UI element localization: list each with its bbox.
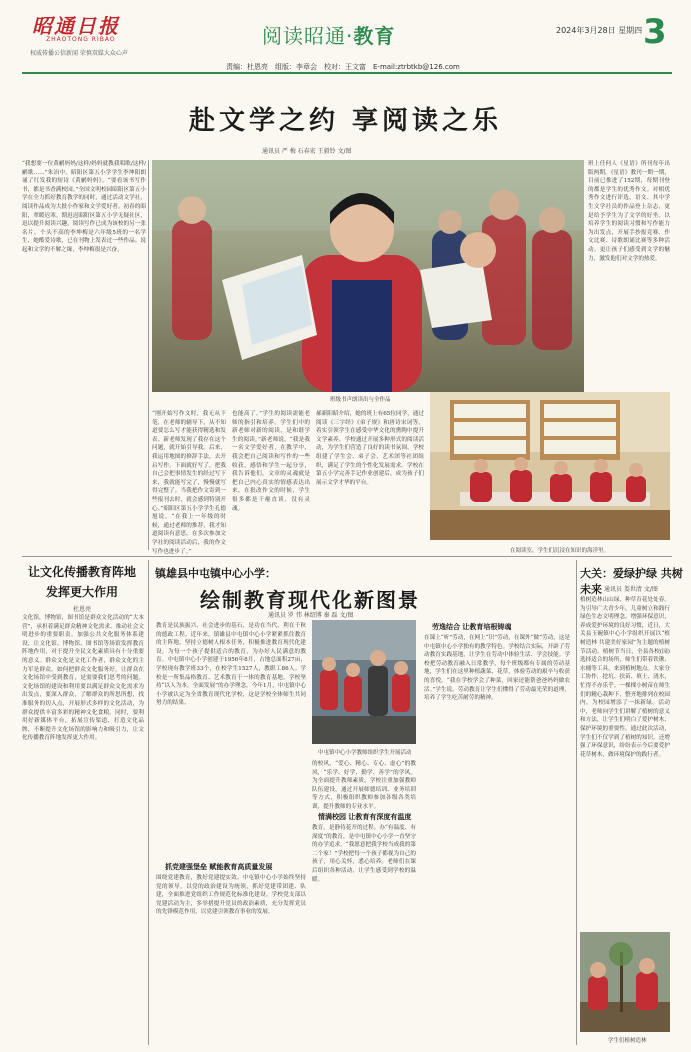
section-title: 阅读昭通·教育: [262, 24, 396, 48]
photo-students-reading: [152, 160, 584, 392]
side-headline-line2: 发挥更大作用: [45, 585, 118, 599]
section-divider: [22, 556, 672, 557]
school-kicker: 镇雄县中屯镇中心小学：: [155, 567, 276, 580]
main-story-col4: 郝新阳昭介绍，她的班上有65位同学，通过阅读《三字经》《弟子规》和唐诗宋词等，着实引领学生在感受中华文化的熏陶中提升文学素养。学校通过开展多种形式的阅读活动，为学生们营造了良好的读书氛围。学校组建了学生会、弟子会、艺术团等社团组织，满足了学生的个性化发展需求。学校在第五小学完善手记作业创建后，成为孩子们展示文学才华的平台。: [316, 411, 424, 486]
masthead-rule: [22, 72, 672, 74]
school-story-col3: 在课上“听”劳动，在网上“识”劳动，在课外“做”劳动，这是中屯镇中心小学独有的教学特色。学校结合实际，开辟了劳动教育实践基地，让学生在劳动中体验生活、学会技能。学校把劳动教育融入日常教学，每个班级都有专属的劳动基地，学生们在这里种植蔬菜、花草，体验劳动的艰辛与收获的喜悦。“我在学校学会了种菜，回家还能帮爸爸妈妈做农活。”学生说。劳动教育让学生们懂得了劳动最光荣的道理，培养了学生吃苦耐劳的精神。: [424, 635, 570, 702]
school-story-col1b: 围绕党建教育，教好党建提实效。中屯镇中心小学始终坚持党的领导，以党的政治建设为统领，抓好党建带团建、队建，全面推进党组织工作规范化标准化建设。学校党支部以党建活动为主，多举措提升党员的政治素质，充分发挥党员的先锋模范作用，以党建引领教育事业的发展。: [156, 875, 306, 916]
side-story-body: 文化馆，博物馆，图书馆是群众文化活动的“大本营”，承担着满足群众精神文化需求、推动社会文明进步的重要职责。加强公共文化服务体系建设，让文化馆、博物馆、图书馆等场馆发挥教育阵地作用，对于提升全民文化素质具有十分重要的意义。群众文化是文化工作者，群众文化的主力军是群众。如何把群众文化服务好，让群众在文化场馆中受到教育，是需要我们思考的问题。文化场馆的建设和利用要以满足群众文化需求为出发点，要深入群众，了解群众的所思所想，找准服务的切入点，开展形式多样的文化活动，为群众提供丰富多彩的精神文化食粮。同时，要利用好新媒体平台，拓展宣传渠道，打造文化品牌，不断提升文化场馆的影响力和吸引力，让文化传播教育阵地发挥更大作用。: [22, 615, 144, 742]
tree-story-body: 植树造林山山绿，种草育花处处春。为引导广大青少年，儿童树立和践行绿色生态文明理念，增强环保意识，养成爱护环境的良好习惯，近日，大关县玉碗镇中心小学组织开展以“植树造林 共建美好家园”为主题的植树节活动。植树节当日，全县各校(园)选择适合的场所，师生们带着铁锹、水桶等工具，来到植树地点。大家分工协作，挖坑、扶苗、填土、浇水，忙得不亦乐乎。一棵棵小树苗在师生们的精心栽种下，整齐地排列在校园内，为校园增添了一抹新绿。活动中，老师向学生们讲解了植树的意义和方法，让学生们明白了爱护树木、保护环境的重要性。通过此次活动，学生们不仅学到了植树的知识，还增强了环保意识，纷纷表示今后要爱护花草树木，做环境保护的践行者。: [580, 597, 670, 758]
school-section-head-3: 劳逸结合 让教育培根铸魂: [432, 622, 512, 631]
side-headline-line1: 让文化传播教育阵地: [27, 565, 136, 579]
page-number: 3: [643, 12, 667, 52]
photo-reading-room-illustration: [430, 392, 670, 540]
main-byline: 通讯员 严 梅 石春宏 王毅铃 文/图: [262, 148, 352, 155]
photo-reading-room: [430, 392, 670, 540]
tree-headline: 大关：爱绿护绿 共树未来: [580, 567, 683, 596]
section-name: 阅读昭通: [262, 24, 346, 48]
reading-photo-caption: 班级书声朗读出与全作品: [330, 397, 391, 403]
newspaper-tagline: 权威传播公信新闻 荣慎双媒大众心声: [30, 50, 128, 57]
school-story-col2: 的校风，“爱心、精心、专心、虚心”的教风，“乐学、好学、勤学、善学”的学风。为全面提升教师素质，学校注重加强教师队伍建设，通过开展师德培训、业务培训等方式，积极组织教师参加各级各类培训，提升教师的专业水平。: [312, 761, 416, 810]
masthead: [0, 0, 691, 72]
school-section-head-1: 抓党建强堡垒 赋能教育高质量发展: [165, 862, 273, 871]
photo-students-reading-illustration: [152, 160, 584, 392]
tree-byline: 通讯员 娄世清 文/图: [604, 586, 658, 593]
main-story-col3: 也能高了。”学生的阅读需能老师的指引和培养。学生们中的新老师对新的阅读，是和谐学生的阅读。”新老师说，“我是我一名文学爱好者，在教学中，我会把自己阅读和写作的一些收获，感悟和学生一起分享，我告诉他们，文章的灵魂就是把自己内心真实的情感表达出来，在批改作文的时候，学生很多都是干瘪直谈、没有灵魂。: [232, 411, 310, 512]
divider: [148, 160, 149, 550]
photo-classroom-activity: [312, 620, 416, 744]
school-story-col1: 教育是民族振兴、社会进步的基石，是功在当代、利在千秋的德政工程。近年来，镇雄县中屯镇中心小学紧紧抓住教育的主阵地，坚持立德树人根本任务，积极推进教育现代化建设，为每一个孩子提供适合的教育，为办好人民满意的教育。中屯镇中心小学创建于1956年8月，占地总面积27亩，学校现有教学班33个，在校学生1527人，教职工86人。学校是一所集品格教育、艺术教育于一体的教育基地，学校坚持“以人为本，全面发展”的办学理念。今年1月，中屯镇中心小学被认定为全省教育现代化学校，这是学校全体师生共同努力的结果。: [156, 623, 306, 707]
newspaper-logo-pinyin: ZHAOTONG RIBAO: [46, 36, 116, 43]
issue-date: 2024年3月28日 星期四: [556, 26, 643, 35]
reading-room-caption: 在阅读室，学生们沉浸在知识的海洋里。: [510, 548, 610, 554]
photo-tree-planting: [580, 932, 670, 1032]
classroom-caption: 中屯镇中心小学教师组织学生开展活动: [318, 750, 412, 756]
divider: [148, 560, 149, 1045]
school-section-head-2: 情满校园 让教育有深度有温度: [318, 812, 412, 821]
school-headline: 绘制教育现代化新图景: [200, 588, 420, 612]
tree-caption: 学生们植树造林: [608, 1038, 647, 1044]
main-story-col5: 班上任何人《星语》所刊每年出版两期，《星语》教刊一期一期，目前已推进了152期，每期刊登的都是学生的优秀作文。对相优秀作文进行评选，语文、其中学生文学社员的作品登上杂志，更是给予学生为了文学的好坐。以培养学生的阅读习惯和写作能力为出发点，开展手抄报竞赛、作文比赛、诗歌朗诵比赛等多种活动。更让孩子们感受到文学的魅力，激发他们对文学的热爱。: [588, 161, 670, 262]
school-story-col2b: 教育，是静待花开的过程。办“有温度、有深度”的教育，是中屯镇中心小学一直坚守的办学追求。“我愿意把我学校当成我的第二个家！”学校把每一个孩子都视为自己的孩子，用心关怀，悉心培养。老师们在课后组织各种活动，让学生感受到学校的温暖。: [312, 825, 416, 883]
photo-tree-planting-illustration: [580, 932, 670, 1032]
side-author: 杜恩亮: [72, 606, 91, 613]
divider: [576, 560, 577, 1045]
main-story-col2: “刚开始写作文时，我无从下笔，在老师的辅导下，从不知道要怎么写才能获得精选和发表。新老师发现了我存在这个问题，就开始引导我。后来，我运用地图的修辞手法，去开启写作。下面就好写了，把我自己会把事情发生的经过写下来，我就能写完了，慢慢就写得完整了。当我把作文寄到一些报刊去时，就会感到特别开心。”昭阳区第五小学学生孔德旭说。“在我上一年级的时候，通过老师的推荐，我才知道阅读有意思。在多次参加文学社的阅读活动后，我的作文写作也进步了。”: [152, 411, 226, 555]
section-accent: 教育: [353, 24, 396, 48]
newspaper-logo: 昭通日报: [32, 14, 120, 38]
main-story-col1: “我想要一位黄鹂妈妈/这样/妈妈就教我唱歌/这样/鹂歌……”朱冶中，昭阳区第五小学学生李坤阳朗诵了红发我的短诗《黄鹂妈妈》。“要看该书写作书，都是书香满校园。”全国文明校园昭阳区第五小学在全力抓好教育教学的同时，通过活动文学社，阅读作品成为大批小作家和文学爱好者。初春的昭阳，翠暖迟寒。期迟迟昭阳区第五小学无疑社区，迅以提升阅读兴趣，阅读写作已成为该校的另一张名片。个头不高的李坤梅是六年级5班的一名学生，她酷爱诗歌，已在刊物上发表过一些作品。说起和文学的不解之缘，李坤梅很是兴奋。: [22, 161, 146, 253]
photo-classroom-illustration: [312, 620, 416, 744]
editor-credits: 责编：杜恩亮 组版：李章会 校对：王文富 E-mail:ztrbtkb@126.com: [226, 63, 460, 71]
school-byline: 通讯员 罗 伟 林绍博 秦 磊 文/图: [268, 612, 354, 619]
main-headline: 赴文学之约 享阅读之乐: [188, 106, 503, 136]
